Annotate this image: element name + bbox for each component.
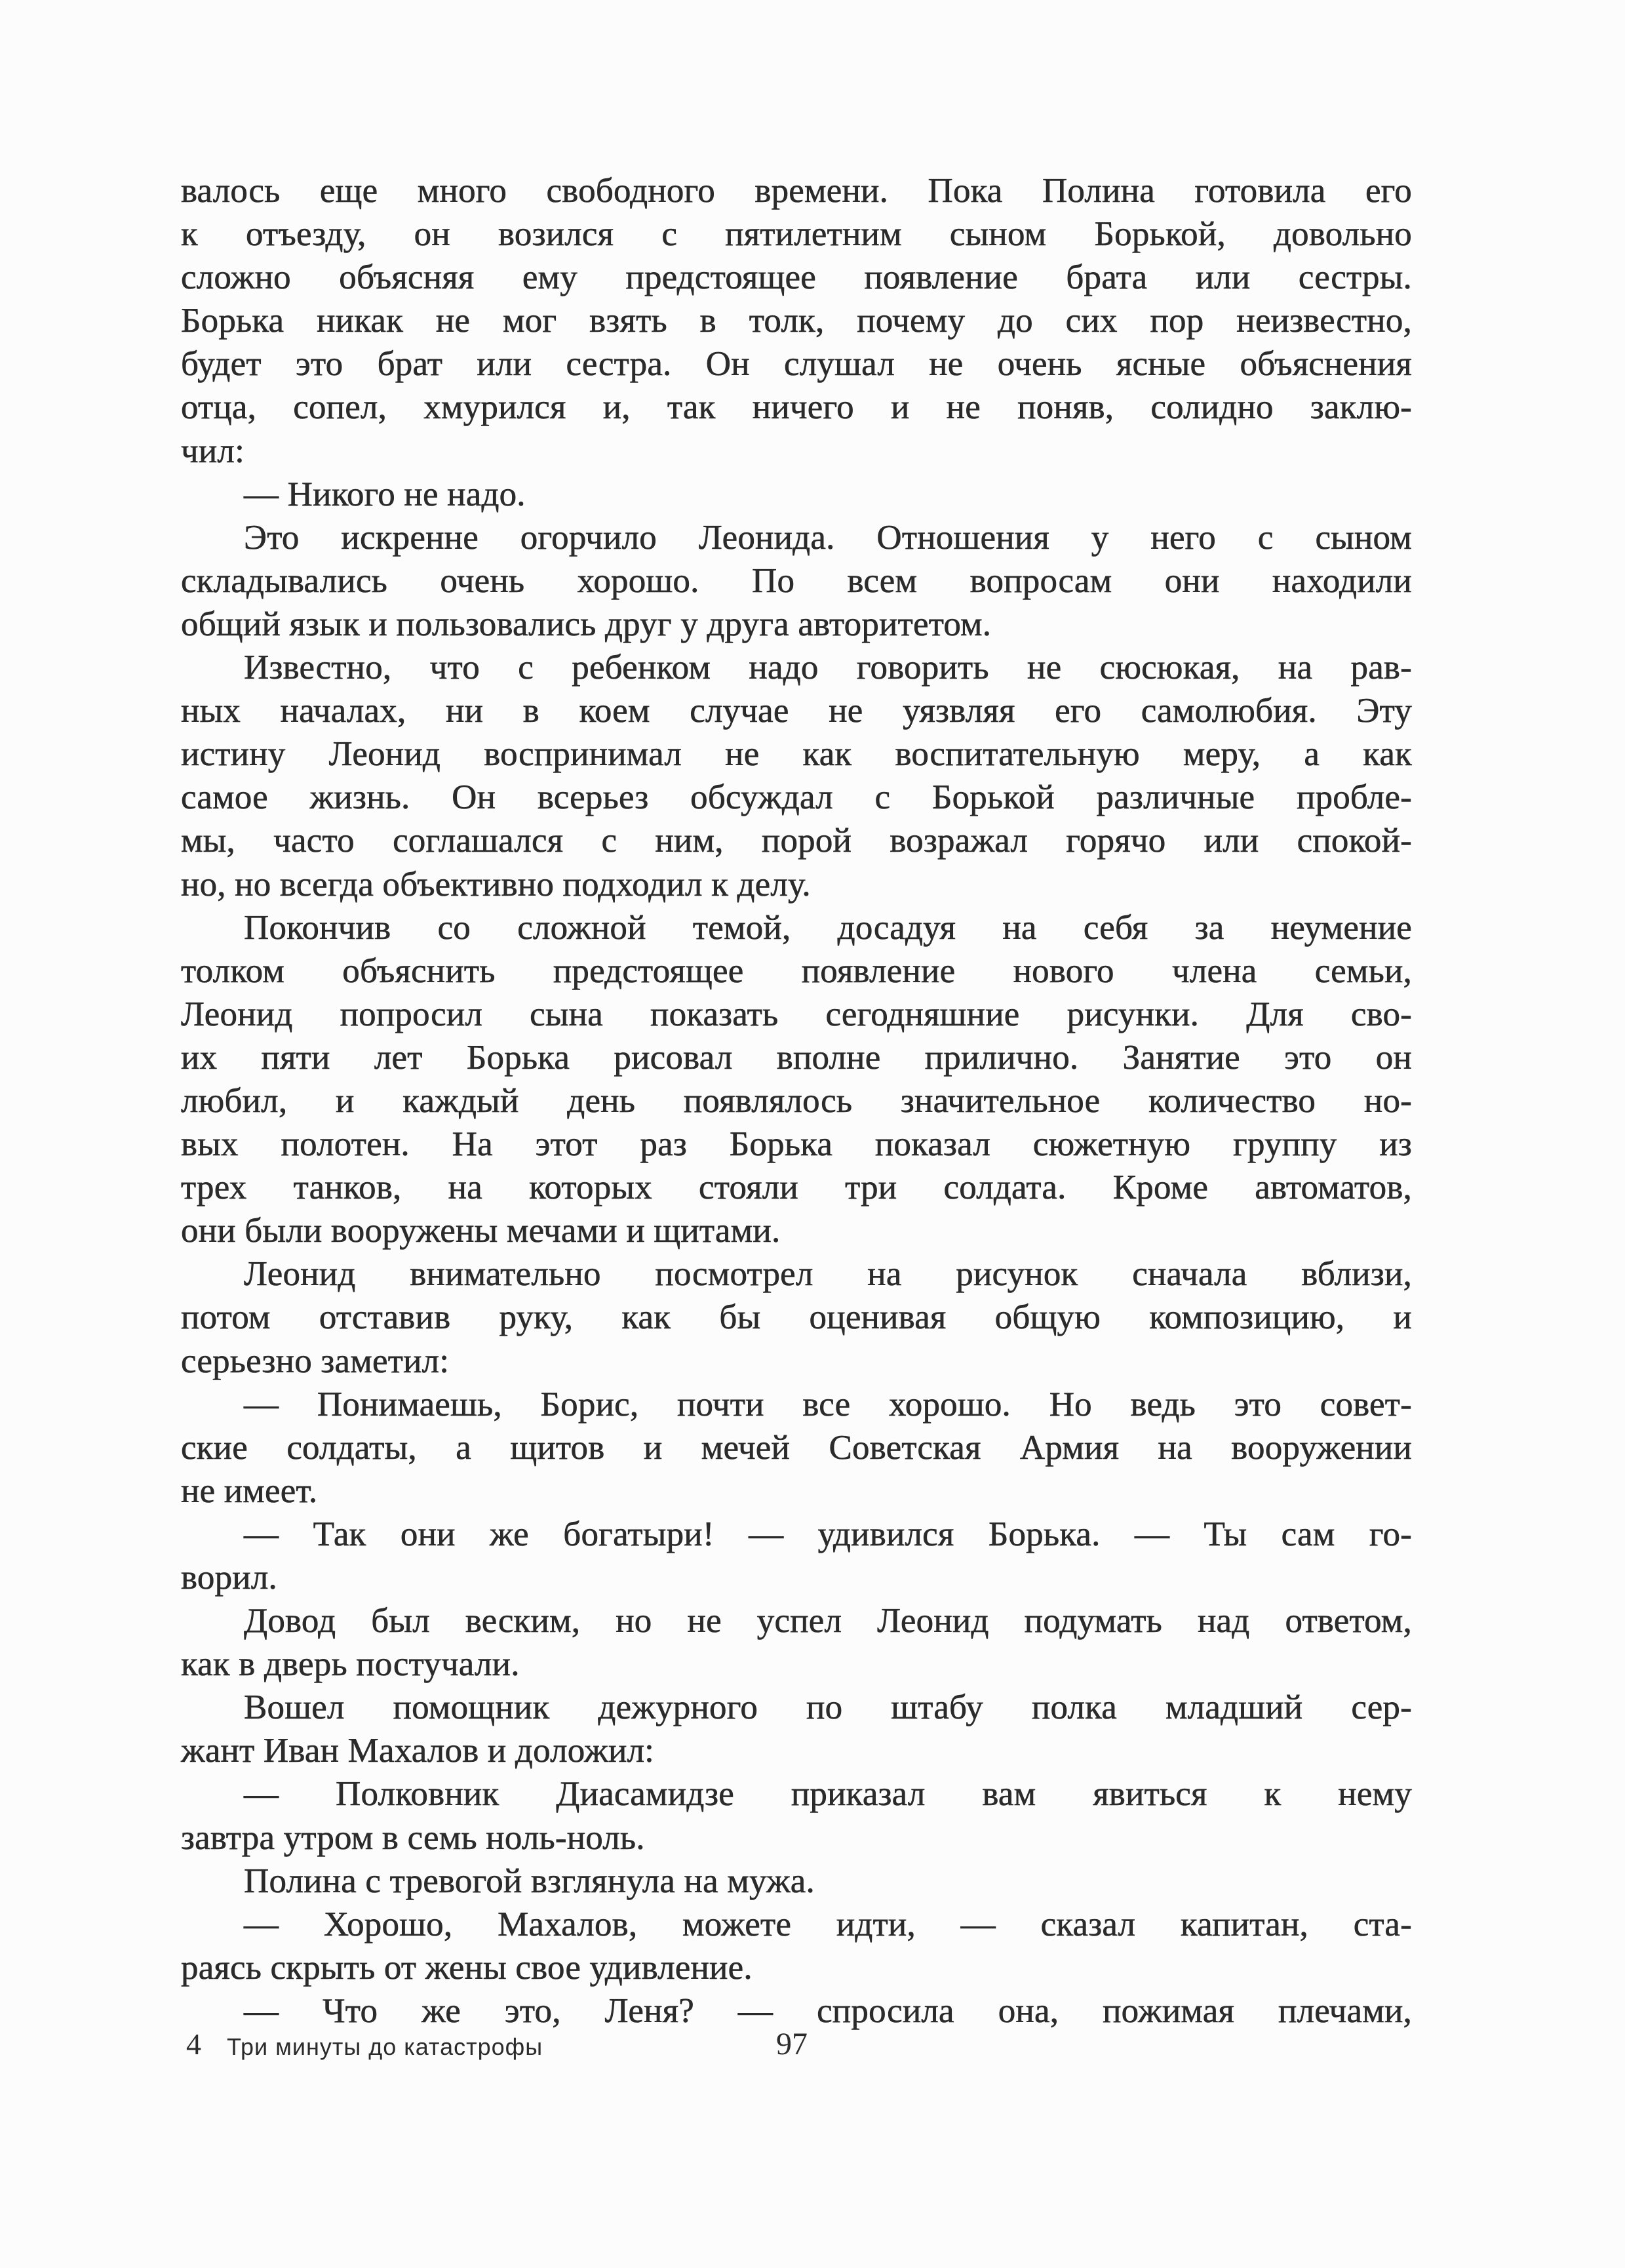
text-line: самое жизнь. Он всерьез обсуждал с Борькой различные пробле- bbox=[181, 778, 1412, 817]
text-line: сложно объясняя ему предстоящее появление брата или сестры. bbox=[181, 258, 1412, 297]
paragraph bbox=[181, 1252, 1412, 1382]
paragraph bbox=[181, 473, 1412, 516]
text-line: потом отставив руку, как бы оценивая общую композицию, и bbox=[181, 1298, 1412, 1337]
text-line: серьезно заметил: bbox=[181, 1342, 450, 1380]
text-line: будет это брат или сестра. Он слушал не очень ясные объяснения bbox=[181, 345, 1412, 384]
text-line: жант Иван Махалов и доложил: bbox=[181, 1732, 655, 1770]
text-line: не имеет. bbox=[181, 1471, 318, 1510]
text-line: мы, часто соглашался с ним, порой возражал горячо или спокой- bbox=[181, 822, 1412, 860]
text-line: валось еще много свободного времени. Пока Полина готовила его bbox=[181, 172, 1412, 210]
text-line: отца, сопел, хмурился и, так ничего и не поняв, солидно заклю- bbox=[181, 388, 1412, 427]
paragraph bbox=[181, 646, 1412, 906]
text-line: ных началах, ни в коем случае не уязвляя его самолюбия. Эту bbox=[181, 692, 1412, 730]
page-footer bbox=[186, 2025, 907, 2064]
text-line: Это искренне огорчило Леонида. Отношения у него с сыном bbox=[244, 518, 1412, 557]
paragraph bbox=[181, 1383, 1412, 1513]
text-line: ворил. bbox=[181, 1559, 277, 1597]
text-line: завтра утром в семь ноль-ноль. bbox=[181, 1818, 645, 1857]
text-line: Полина с тревогой взглянула на мужа. bbox=[244, 1861, 815, 1900]
text-line: ские солдаты, а щитов и мечей Советская Армия на вооружении bbox=[181, 1428, 1412, 1467]
text-line: к отъезду, он возился с пятилетним сыном Борькой, довольно bbox=[181, 215, 1412, 254]
text-line: Вошел помощник дежурного по штабу полка младший сер- bbox=[244, 1688, 1412, 1727]
text-line: Покончив со сложной темой, досадуя на себя за неумение bbox=[244, 908, 1412, 947]
paragraph bbox=[181, 1772, 1412, 1859]
text-line: но, но всегда объективно подходил к делу. bbox=[181, 865, 811, 904]
text-line: Известно, что с ребенком надо говорить не сюсюкая, на рав- bbox=[244, 648, 1412, 687]
text-line: они были вооружены мечами и щитами. bbox=[181, 1212, 781, 1250]
paragraph bbox=[181, 1903, 1412, 1989]
text-line: — Понимаешь, Борис, почти все хорошо. Но ведь это совет- bbox=[244, 1385, 1412, 1423]
text-line: — Полковник Диасамидзе приказал вам явиться к нему bbox=[244, 1775, 1412, 1814]
text-line: вых полотен. На этот раз Борька показал сюжетную группу из bbox=[181, 1125, 1412, 1164]
text-line: — Так они же богатыри! — удивился Борька. — Ты сам го- bbox=[244, 1515, 1412, 1553]
text-line: любил, и каждый день появлялось значительное количество но- bbox=[181, 1081, 1412, 1120]
text-line: Борька никак не мог взять в толк, почему до сих пор неизвестно, bbox=[181, 302, 1412, 340]
text-line: — Хорошо, Махалов, можете идти, — сказал капитан, ста- bbox=[244, 1905, 1412, 1943]
paragraph bbox=[181, 1599, 1412, 1686]
paragraph bbox=[181, 1513, 1412, 1599]
text-line: Довод был веским, но не успел Леонид подумать над ответом, bbox=[244, 1602, 1412, 1641]
text-line: чил: bbox=[181, 431, 245, 470]
text-line: их пяти лет Борька рисовал вполне прилично. Занятие это он bbox=[181, 1038, 1412, 1077]
text-line: трех танков, на которых стояли три солдата. Кроме автоматов, bbox=[181, 1168, 1412, 1207]
text-line: истину Леонид воспринимал не как воспитательную меру, а как bbox=[181, 735, 1412, 774]
text-line: Леонид внимательно посмотрел на рисунок сначала вблизи, bbox=[244, 1255, 1412, 1294]
text-line: толком объяснить предстоящее появление нового члена семьи, bbox=[181, 951, 1412, 990]
paragraph bbox=[181, 906, 1412, 1253]
text-line: общий язык и пользовались друг у друга авторитетом. bbox=[181, 605, 992, 643]
text-line: — Никого не надо. bbox=[244, 475, 526, 513]
text-line: складывались очень хорошо. По всем вопросам они находили bbox=[181, 561, 1412, 600]
page-body-text bbox=[181, 169, 1412, 2033]
paragraph bbox=[181, 1686, 1412, 1772]
printer-signature-mark: 4 bbox=[186, 2027, 201, 2061]
text-line: раясь скрыть от жены свое удивление. bbox=[181, 1948, 753, 1987]
page-number: 97 bbox=[776, 2027, 808, 2061]
footer-book-title: Три минуты до катастрофы bbox=[227, 2033, 543, 2060]
text-line: Леонид попросил сына показать сегодняшние рисунки. Для сво- bbox=[181, 995, 1412, 1033]
text-line: как в дверь постучали. bbox=[181, 1645, 520, 1684]
paragraph bbox=[181, 169, 1412, 473]
text-line: — Что же это, Леня? — спросила она, пожимая плечами, bbox=[244, 1991, 1412, 2030]
paragraph bbox=[181, 516, 1412, 646]
paragraph bbox=[181, 1860, 1412, 1903]
